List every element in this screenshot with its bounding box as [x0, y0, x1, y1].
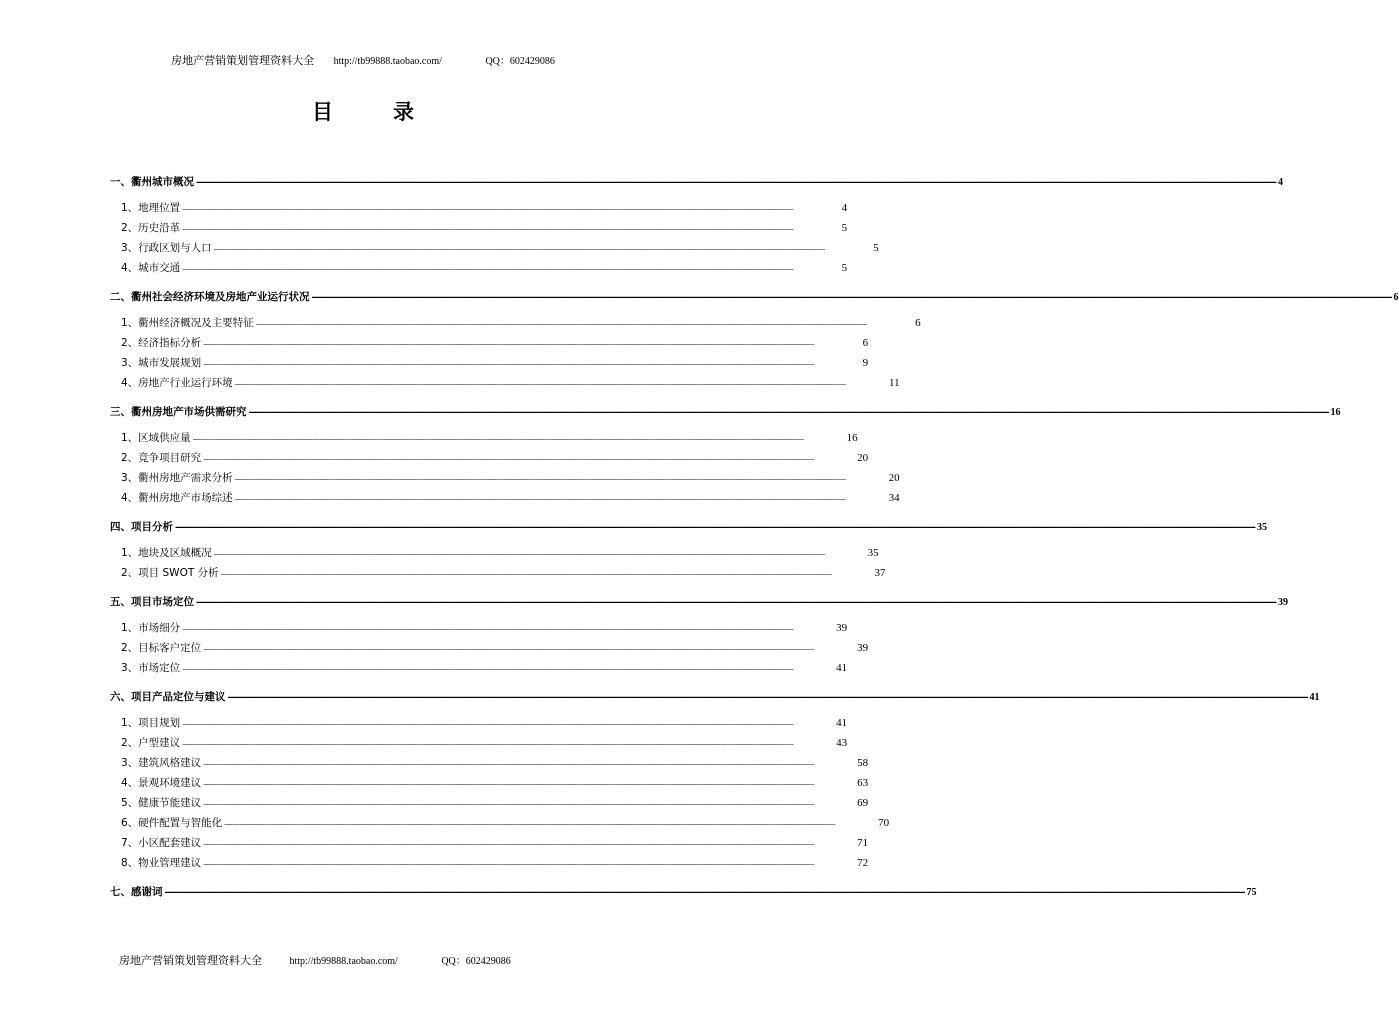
toc-item-page: 39 — [857, 642, 869, 654]
toc-item-page: 41 — [836, 662, 848, 674]
toc-item-page: 58 — [857, 757, 869, 769]
toc-item[interactable] — [110, 490, 900, 510]
toc-item-label: 1、项目规划 — [121, 717, 181, 729]
toc-item-label: 1、地理位置 — [121, 202, 181, 214]
toc-item[interactable] — [110, 335, 869, 355]
toc-item[interactable] — [110, 835, 869, 855]
toc-item[interactable] — [110, 200, 848, 220]
toc-item-page: 16 — [846, 432, 858, 444]
header-url[interactable]: http://tb99888.taobao.com/ — [333, 56, 442, 67]
toc-section-page: 41 — [1309, 692, 1320, 703]
toc-leader: ---------------------------------------------------------------------------------------------------------------------------------------------------------------------------------------------------------------------------------------------------------------------------------------------------------------------------------------------------------------------------------------------------------------- — [220, 571, 832, 578]
toc-item-page: 5 — [873, 242, 879, 254]
toc-leader: ---------------------------------------------------------------------------------------------------------------------------------------------------------------------------------------------------------------------------------------------------------------------------------------------------------------------------------------------------------------------------------------------------------------- — [203, 456, 815, 463]
toc-section-label: 七、感谢词 — [110, 886, 163, 898]
toc-leader: ---------------------------------------------------------------------------------------------------------------------------------------------------------------------------------------------------------------------------------------------------------------------------------------------------------------------------------------------------------------------------------------------------------------- — [234, 476, 846, 483]
toc-leader: ---------------------------------------------------------------------------------------------------------------------------------------------------------------------------------------------------------------------------------------------------------------------------------------------------------------------------------------------------------------------------------------------------------------- — [234, 496, 846, 503]
toc-section-label: 一、衢州城市概况 — [110, 176, 194, 188]
toc-item-page: 37 — [874, 567, 886, 579]
toc-item-page: 9 — [862, 357, 869, 369]
toc-item[interactable] — [110, 855, 869, 875]
toc-leader: ———————————————————————————————————————————————————————————————————————————————————————————————————————————————————————— — [311, 292, 1392, 303]
toc-leader: ---------------------------------------------------------------------------------------------------------------------------------------------------------------------------------------------------------------------------------------------------------------------------------------------------------------------------------------------------------------------------------------------------------------- — [255, 321, 867, 328]
toc-spacer — [110, 395, 616, 401]
toc-item[interactable] — [110, 450, 869, 470]
toc-section-label: 二、衢州社会经济环境及房地产业运行状况 — [110, 291, 310, 303]
toc-leader: ---------------------------------------------------------------------------------------------------------------------------------------------------------------------------------------------------------------------------------------------------------------------------------------------------------------------------------------------------------------------------------------------------------------- — [213, 246, 825, 253]
toc-item-label: 4、景观环境建议 — [121, 777, 202, 789]
page-footer — [119, 952, 511, 968]
toc-item-label: 4、房地产行业运行环境 — [121, 377, 233, 389]
toc-leader: ---------------------------------------------------------------------------------------------------------------------------------------------------------------------------------------------------------------------------------------------------------------------------------------------------------------------------------------------------------------------------------------------------------------- — [182, 206, 794, 213]
toc-item[interactable] — [110, 755, 869, 775]
toc-section-label: 四、项目分析 — [110, 521, 173, 533]
toc-section-page: 4 — [1278, 177, 1283, 188]
toc-item[interactable] — [110, 565, 886, 585]
header-title: 房地产营销策划管理资料大全 — [171, 54, 315, 67]
toc-leader: ---------------------------------------------------------------------------------------------------------------------------------------------------------------------------------------------------------------------------------------------------------------------------------------------------------------------------------------------------------------------------------------------------------------- — [203, 361, 815, 368]
toc-item-label: 1、地块及区域概况 — [121, 547, 212, 559]
toc-item-page: 35 — [867, 547, 879, 559]
toc-item-label: 3、建筑风格建议 — [121, 757, 202, 769]
toc-item-page: 6 — [862, 337, 869, 349]
toc-item-label: 4、衢州房地产市场综述 — [121, 492, 233, 504]
toc-item-label: 7、小区配套建议 — [121, 837, 202, 849]
toc-leader: ---------------------------------------------------------------------------------------------------------------------------------------------------------------------------------------------------------------------------------------------------------------------------------------------------------------------------------------------------------------------------------------------------------------- — [234, 381, 846, 388]
toc-item-page: 5 — [841, 262, 848, 274]
toc-item-page: 6 — [915, 317, 921, 329]
toc-leader: ———————————————————————————————————————————————————————————————————————————————————————————————————————————————————————— — [175, 522, 1255, 533]
toc-leader: ---------------------------------------------------------------------------------------------------------------------------------------------------------------------------------------------------------------------------------------------------------------------------------------------------------------------------------------------------------------------------------------------------------------- — [203, 761, 815, 768]
toc-leader: ---------------------------------------------------------------------------------------------------------------------------------------------------------------------------------------------------------------------------------------------------------------------------------------------------------------------------------------------------------------------------------------------------------------- — [203, 801, 815, 808]
toc-item-label: 2、经济指标分析 — [121, 337, 202, 349]
toc-item-label: 2、目标客户定位 — [121, 642, 202, 654]
toc-leader: ---------------------------------------------------------------------------------------------------------------------------------------------------------------------------------------------------------------------------------------------------------------------------------------------------------------------------------------------------------------------------------------------------------------- — [182, 666, 794, 673]
toc-item-label: 8、物业管理建议 — [121, 857, 202, 869]
toc-item[interactable] — [110, 715, 848, 735]
toc-item-label: 2、竞争项目研究 — [121, 452, 202, 464]
toc-item-label: 1、衢州经济概况及主要特征 — [121, 317, 254, 329]
toc-leader: ———————————————————————————————————————————————————————————————————————————————————————————————————————————————————————— — [196, 177, 1276, 188]
toc-item-page: 69 — [857, 797, 869, 809]
toc-leader: ---------------------------------------------------------------------------------------------------------------------------------------------------------------------------------------------------------------------------------------------------------------------------------------------------------------------------------------------------------------------------------------------------------------- — [203, 646, 815, 653]
toc-item-page: 70 — [878, 817, 890, 829]
toc-section[interactable] — [110, 289, 1399, 309]
toc-section-page: 35 — [1257, 522, 1267, 533]
toc-section[interactable] — [110, 884, 1257, 904]
toc-item-page: 71 — [857, 837, 869, 849]
toc-item[interactable] — [110, 640, 869, 660]
toc-section-label: 五、项目市场定位 — [110, 596, 194, 608]
footer-url[interactable]: http://tb99888.taobao.com/ — [289, 956, 398, 967]
toc-item[interactable] — [110, 545, 879, 565]
toc-section[interactable] — [110, 519, 1267, 539]
toc-item-label: 3、行政区划与人口 — [121, 242, 212, 254]
toc-spacer — [110, 680, 616, 686]
toc-item[interactable] — [110, 620, 848, 640]
toc-item[interactable] — [110, 260, 848, 280]
toc-item[interactable] — [110, 375, 900, 395]
toc-item-label: 6、硬件配置与智能化 — [121, 817, 223, 829]
toc-section[interactable] — [110, 594, 1288, 614]
toc-spacer — [110, 585, 616, 591]
toc-spacer — [110, 875, 616, 881]
toc-item[interactable] — [110, 470, 900, 490]
header-qq: QQ：602429086 — [485, 56, 555, 67]
footer-qq: QQ：602429086 — [441, 956, 511, 967]
toc-section-page: 16 — [1330, 407, 1341, 418]
toc-item[interactable] — [110, 430, 858, 450]
toc-item[interactable] — [110, 355, 869, 375]
toc-item[interactable] — [110, 795, 869, 815]
toc-item-page: 34 — [888, 492, 900, 504]
toc-leader: ---------------------------------------------------------------------------------------------------------------------------------------------------------------------------------------------------------------------------------------------------------------------------------------------------------------------------------------------------------------------------------------------------------------- — [203, 861, 815, 868]
toc-leader: ---------------------------------------------------------------------------------------------------------------------------------------------------------------------------------------------------------------------------------------------------------------------------------------------------------------------------------------------------------------------------------------------------------------- — [203, 841, 815, 848]
toc-section-page: 75 — [1246, 887, 1257, 898]
toc-section-page: 6 — [1393, 292, 1399, 303]
toc-item-label: 3、市场定位 — [121, 662, 181, 674]
toc-item-label: 3、衢州房地产需求分析 — [121, 472, 233, 484]
toc-item-page: 39 — [836, 622, 848, 634]
toc-item[interactable] — [110, 735, 848, 755]
toc-leader: ---------------------------------------------------------------------------------------------------------------------------------------------------------------------------------------------------------------------------------------------------------------------------------------------------------------------------------------------------------------------------------------------------------------- — [182, 741, 794, 748]
toc-leader: ---------------------------------------------------------------------------------------------------------------------------------------------------------------------------------------------------------------------------------------------------------------------------------------------------------------------------------------------------------------------------------------------------------------- — [182, 226, 794, 233]
footer-title: 房地产营销策划管理资料大全 — [119, 954, 262, 967]
toc-item-label: 1、区域供应量 — [121, 432, 191, 444]
toc-spacer — [110, 510, 616, 516]
toc-item[interactable] — [110, 240, 879, 260]
toc-leader: ———————————————————————————————————————————————————————————————————————————————————————————————————————————————————————— — [196, 597, 1276, 608]
toc-item-page: 5 — [841, 222, 848, 234]
toc-item-page: 20 — [857, 452, 869, 464]
toc-leader: ---------------------------------------------------------------------------------------------------------------------------------------------------------------------------------------------------------------------------------------------------------------------------------------------------------------------------------------------------------------------------------------------------------------- — [182, 266, 794, 273]
toc-leader: ———————————————————————————————————————————————————————————————————————————————————————————————————————————————————————— — [227, 692, 1308, 703]
toc-item-label: 2、历史沿革 — [121, 222, 181, 234]
toc-leader: ———————————————————————————————————————————————————————————————————————————————————————————————————————————————————————— — [164, 887, 1245, 898]
toc-section-page: 39 — [1278, 597, 1288, 608]
toc-item[interactable] — [110, 315, 921, 335]
page-header — [0, 52, 726, 68]
toc-leader: ---------------------------------------------------------------------------------------------------------------------------------------------------------------------------------------------------------------------------------------------------------------------------------------------------------------------------------------------------------------------------------------------------------------- — [182, 626, 794, 633]
toc-leader: ---------------------------------------------------------------------------------------------------------------------------------------------------------------------------------------------------------------------------------------------------------------------------------------------------------------------------------------------------------------------------------------------------------------- — [192, 436, 804, 443]
toc-item-page: 72 — [857, 857, 869, 869]
toc-leader: ———————————————————————————————————————————————————————————————————————————————————————————————————————————————————————— — [248, 407, 1329, 418]
toc-item-label: 5、健康节能建议 — [121, 797, 202, 809]
table-of-contents — [110, 171, 1399, 910]
toc-item[interactable] — [110, 815, 890, 835]
toc-leader: ---------------------------------------------------------------------------------------------------------------------------------------------------------------------------------------------------------------------------------------------------------------------------------------------------------------------------------------------------------------------------------------------------------------- — [224, 821, 836, 828]
toc-item-page: 11 — [889, 377, 900, 389]
toc-item[interactable] — [110, 775, 869, 795]
toc-item-label: 1、市场细分 — [121, 622, 181, 634]
toc-item[interactable] — [110, 220, 848, 240]
toc-item-page: 41 — [836, 717, 848, 729]
toc-item-page: 4 — [841, 202, 848, 214]
toc-section[interactable] — [110, 689, 1320, 709]
toc-item[interactable] — [110, 660, 848, 680]
toc-leader: ---------------------------------------------------------------------------------------------------------------------------------------------------------------------------------------------------------------------------------------------------------------------------------------------------------------------------------------------------------------------------------------------------------------- — [203, 341, 815, 348]
toc-item-page: 20 — [888, 472, 900, 484]
toc-leader: ---------------------------------------------------------------------------------------------------------------------------------------------------------------------------------------------------------------------------------------------------------------------------------------------------------------------------------------------------------------------------------------------------------------- — [203, 781, 815, 788]
toc-spacer — [110, 280, 616, 286]
toc-item-label: 4、城市交通 — [121, 262, 181, 274]
document-title: 目录 — [312, 100, 474, 124]
toc-item-page: 43 — [836, 737, 848, 749]
toc-item-page: 63 — [857, 777, 869, 789]
toc-item-label: 2、户型建议 — [121, 737, 181, 749]
toc-item-label: 2、项目 SWOT 分析 — [121, 567, 219, 579]
toc-item-label: 3、城市发展规划 — [121, 357, 202, 369]
toc-leader: ---------------------------------------------------------------------------------------------------------------------------------------------------------------------------------------------------------------------------------------------------------------------------------------------------------------------------------------------------------------------------------------------------------------- — [182, 721, 794, 728]
toc-section-label: 三、衢州房地产市场供需研究 — [110, 406, 247, 418]
toc-leader: ---------------------------------------------------------------------------------------------------------------------------------------------------------------------------------------------------------------------------------------------------------------------------------------------------------------------------------------------------------------------------------------------------------------- — [213, 551, 825, 558]
toc-section[interactable] — [110, 404, 1341, 424]
toc-section[interactable] — [110, 174, 1283, 194]
toc-section-label: 六、项目产品定位与建议 — [110, 691, 226, 703]
